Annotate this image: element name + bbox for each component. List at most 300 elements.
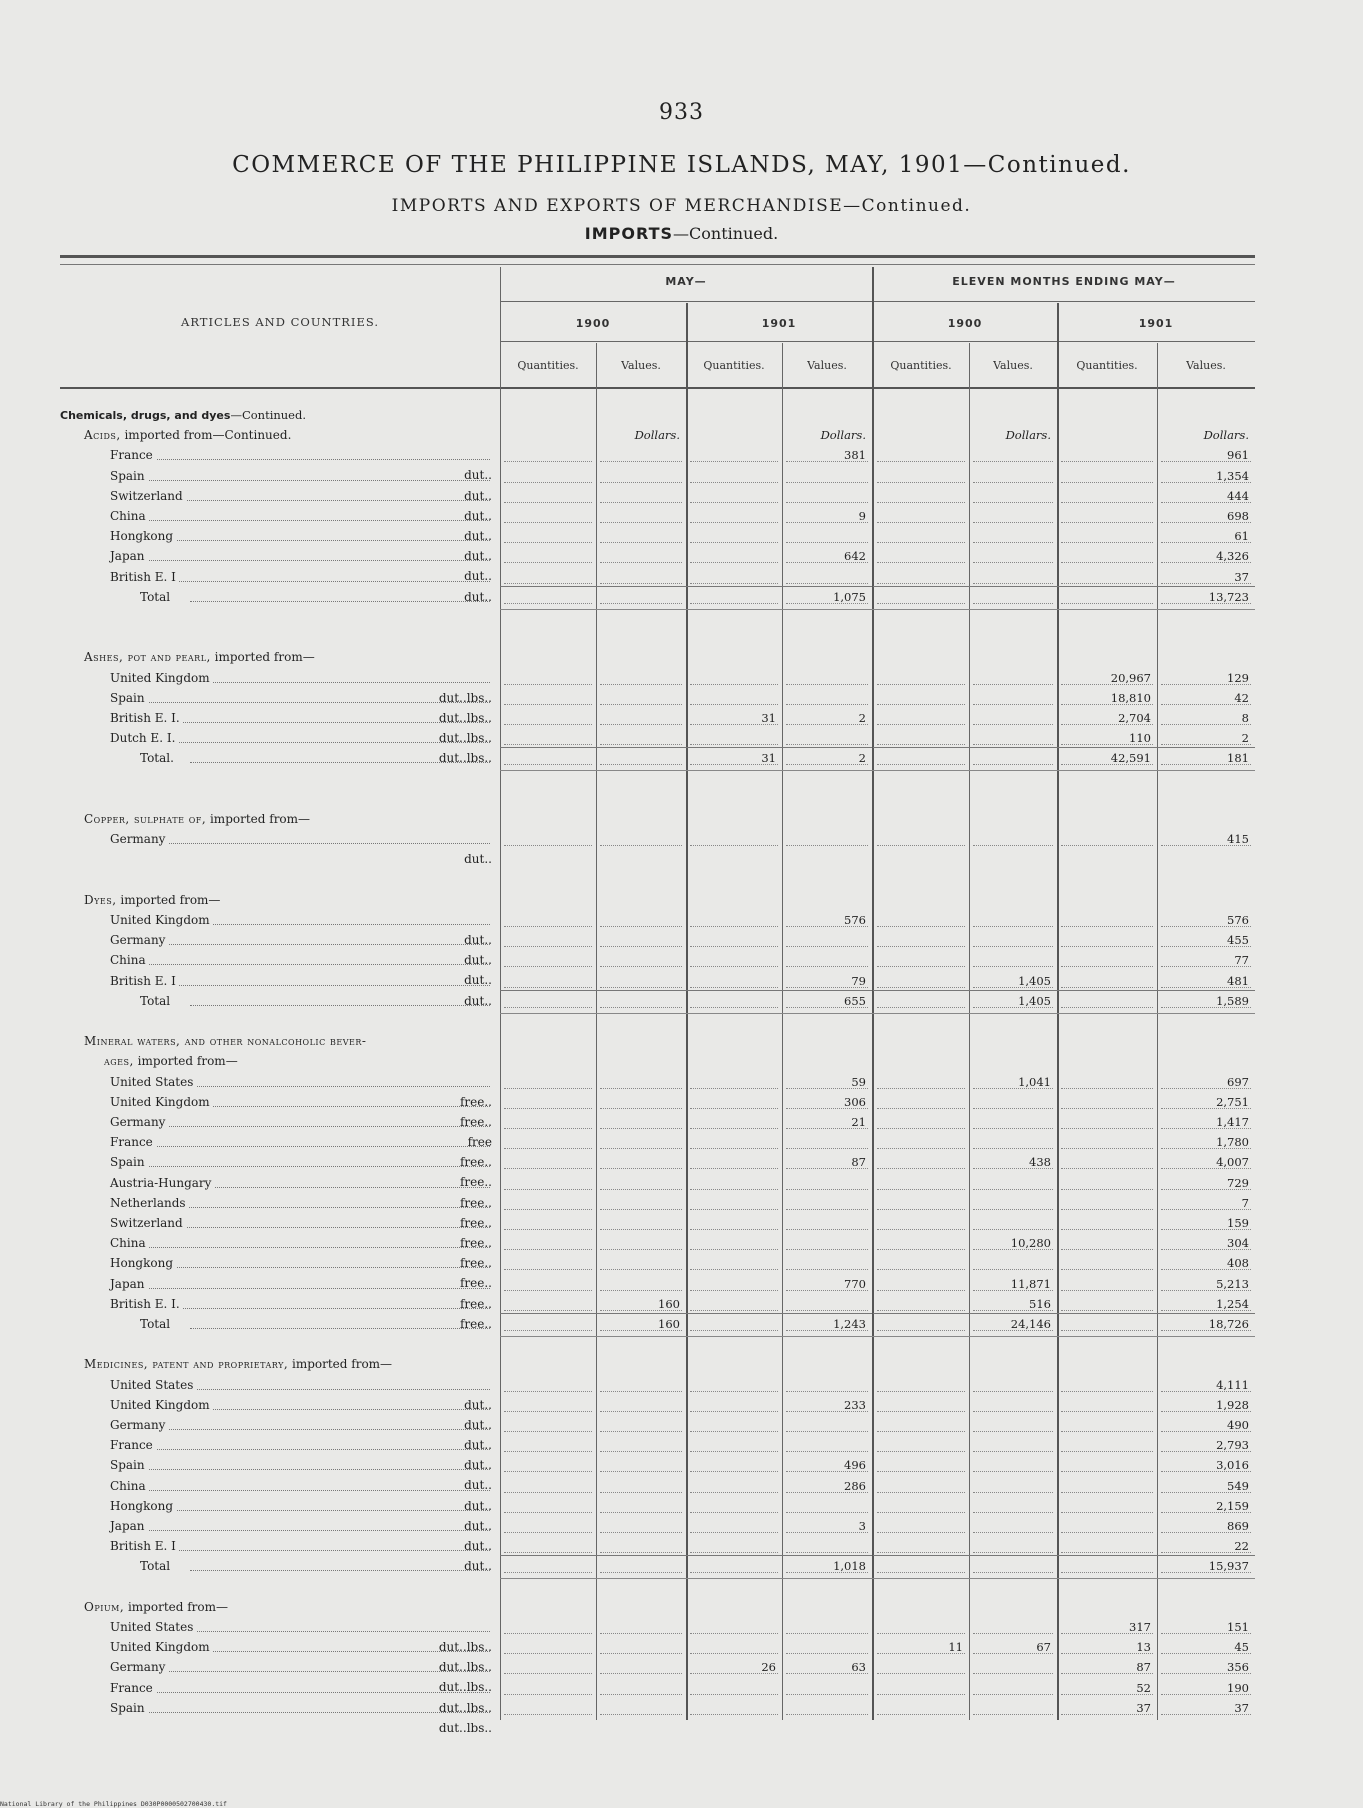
country-name: United Kingdom — [110, 1640, 213, 1654]
total-rule — [686, 1313, 872, 1314]
value-cell: 2,704 — [1118, 711, 1151, 725]
cell-leader — [877, 1088, 965, 1089]
cell-leader — [877, 1492, 965, 1493]
cell-leader — [877, 502, 965, 503]
subsection-name: Copper, sulphate of, — [84, 812, 207, 826]
spacer-row — [60, 769, 1255, 789]
cell-leader — [1061, 1148, 1153, 1149]
cell-leader — [973, 502, 1053, 503]
value-cell: 3 — [858, 1519, 866, 1533]
country-name: France — [110, 1438, 156, 1452]
cell-leader — [600, 583, 682, 584]
leader-dots — [190, 1005, 490, 1006]
cell-leader — [877, 946, 965, 947]
country-name: British E. I — [110, 570, 179, 584]
cell-leader — [690, 946, 778, 947]
total-label: Total — [140, 589, 171, 604]
cell-leader — [973, 1552, 1053, 1553]
value-cell: 455 — [1227, 933, 1249, 948]
country-name: China — [110, 1479, 149, 1493]
cell-leader — [1061, 562, 1153, 563]
duty-unit: free.. — [457, 1152, 492, 1172]
cell-leader — [786, 1249, 868, 1250]
total-rule — [1057, 990, 1255, 991]
cell-leader — [504, 1532, 592, 1533]
cell-leader — [690, 1492, 778, 1493]
cell-leader — [690, 987, 778, 988]
cell-leader — [504, 1391, 592, 1392]
duty-unit: free.. — [457, 1233, 492, 1253]
cell-leader — [786, 542, 868, 543]
cell-leader — [690, 704, 778, 705]
duty-unit: dut.. — [461, 546, 492, 566]
cell-leader — [877, 1431, 965, 1432]
country-name: United Kingdom — [110, 1398, 213, 1412]
value-cell: 22 — [1234, 1539, 1249, 1554]
cell-leader — [877, 1168, 965, 1169]
cell-leader — [877, 603, 965, 604]
cell-leader — [973, 1229, 1053, 1230]
cell-leader — [600, 562, 682, 563]
leader-dots — [190, 1328, 490, 1329]
value-cell: 31 — [761, 711, 776, 725]
value-cell: 490 — [1227, 1418, 1249, 1432]
value-cell: 576 — [1227, 913, 1249, 927]
cell-leader — [877, 704, 965, 705]
total-rule — [1057, 1555, 1255, 1556]
cell-leader — [877, 522, 965, 523]
leader-dots — [110, 1530, 490, 1531]
cell-leader — [973, 744, 1053, 745]
value-cell: 642 — [844, 549, 866, 564]
header-rule-1 — [500, 301, 1255, 302]
cell-leader — [1061, 987, 1153, 988]
cell-leader — [877, 684, 965, 685]
cell-leader — [786, 744, 868, 745]
value-cell: 1,075 — [833, 589, 866, 604]
cell-leader — [600, 1714, 682, 1715]
value-cell: 37 — [1234, 1700, 1249, 1715]
cell-leader — [600, 1411, 682, 1412]
cell-leader — [786, 1209, 868, 1210]
cell-leader — [1061, 1209, 1153, 1210]
duty-unit: dut..lbs.. — [436, 748, 492, 768]
table-top-rule-thin — [60, 264, 1255, 265]
cell-leader — [973, 583, 1053, 584]
cell-leader — [600, 1391, 682, 1392]
value-cell: 233 — [844, 1397, 866, 1412]
value-cell: 21 — [851, 1115, 866, 1129]
cell-leader — [877, 987, 965, 988]
cell-leader — [877, 845, 965, 846]
value-cell: 4,326 — [1216, 549, 1249, 564]
category-row — [60, 809, 1255, 829]
cell-leader — [600, 1269, 682, 1270]
country-name: Japan — [110, 549, 148, 563]
cell-leader — [690, 1229, 778, 1230]
subsection-name: Opium, — [84, 1599, 125, 1614]
cell-leader — [600, 1209, 682, 1210]
cell-leader — [1061, 522, 1153, 523]
col-qty-4: Quantities. — [1076, 359, 1138, 372]
category-row — [60, 890, 1255, 910]
country-name: Netherlands — [110, 1196, 189, 1210]
country-name: British E. I. — [110, 711, 183, 725]
leader-dots — [190, 1570, 490, 1571]
cell-leader — [600, 1431, 682, 1432]
cell-leader — [877, 1633, 965, 1634]
value-cell: 79 — [851, 973, 866, 988]
duty-unit: free.. — [457, 1294, 492, 1314]
cell-leader — [690, 502, 778, 503]
value-cell: 444 — [1227, 488, 1249, 503]
cell-leader — [973, 1714, 1053, 1715]
cell-leader — [973, 482, 1053, 483]
may-header: MAY— — [665, 275, 707, 288]
cell-leader — [690, 1471, 778, 1472]
row-label — [60, 1556, 500, 1576]
header-rule-3 — [60, 387, 1255, 389]
page-number: 933 — [659, 100, 704, 125]
value-cell: 481 — [1227, 973, 1249, 988]
duty-unit: free.. — [457, 1193, 492, 1213]
country-name: China — [110, 509, 149, 523]
value-cell: 698 — [1227, 509, 1249, 523]
cell-leader — [504, 1471, 592, 1472]
cell-leader — [877, 1269, 965, 1270]
duty-unit: dut..lbs.. — [436, 1718, 492, 1738]
cell-leader — [973, 1673, 1053, 1674]
cell-leader — [973, 1431, 1053, 1432]
cell-leader — [600, 946, 682, 947]
cell-leader — [786, 1431, 868, 1432]
cell-leader — [973, 1411, 1053, 1412]
cell-leader — [1061, 1572, 1153, 1573]
cell-leader — [973, 966, 1053, 967]
subsection-name: Dyes, — [84, 892, 117, 907]
cell-leader — [504, 603, 592, 604]
total-rule — [686, 747, 872, 748]
cell-leader — [690, 1108, 778, 1109]
cell-leader — [504, 1148, 592, 1149]
cell-leader — [877, 1532, 965, 1533]
duty-unit: free.. — [457, 1314, 492, 1334]
value-cell: 869 — [1227, 1519, 1249, 1533]
leader-dots — [110, 1166, 490, 1167]
country-name: British E. I — [110, 974, 179, 988]
country-name: United States — [110, 1075, 196, 1089]
cell-leader — [690, 603, 778, 604]
cell-leader — [877, 461, 965, 462]
subsection-name: ages, — [104, 1054, 134, 1069]
value-cell: 770 — [844, 1276, 866, 1291]
cell-leader — [1061, 1168, 1153, 1169]
cell-leader — [973, 1512, 1053, 1513]
cell-leader — [690, 1128, 778, 1129]
cell-leader — [1061, 583, 1153, 584]
total-label: Total — [140, 1317, 171, 1331]
leader-dots — [110, 459, 490, 460]
total-rule — [873, 586, 1057, 587]
subsection-heading — [60, 1600, 228, 1614]
country-name: Spain — [110, 469, 148, 483]
value-cell: 52 — [1136, 1680, 1151, 1695]
cell-leader — [600, 482, 682, 483]
leader-dots — [110, 1490, 490, 1491]
value-cell: 2,159 — [1216, 1498, 1249, 1513]
cell-leader — [877, 1451, 965, 1452]
duty-unit: free.. — [457, 1273, 492, 1293]
total-rule — [873, 990, 1057, 991]
row-label — [60, 1314, 500, 1334]
cell-leader — [690, 1451, 778, 1452]
cell-leader — [504, 1492, 592, 1493]
spacer-row — [60, 849, 1255, 869]
country-name: France — [110, 1135, 156, 1149]
leader-dots — [110, 480, 490, 481]
value-cell: 1,405 — [1018, 973, 1051, 988]
value-cell: 87 — [851, 1155, 866, 1170]
cell-leader — [690, 1148, 778, 1149]
cell-leader — [504, 1653, 592, 1654]
cell-leader — [504, 562, 592, 563]
cell-leader — [877, 1512, 965, 1513]
cell-leader — [1061, 502, 1153, 503]
cell-leader — [877, 1108, 965, 1109]
country-name: Germany — [110, 832, 168, 846]
duty-unit: dut.. — [461, 1496, 492, 1516]
leader-dots — [190, 762, 490, 763]
cell-leader — [690, 1512, 778, 1513]
leader-dots — [110, 964, 490, 965]
cell-leader — [877, 1673, 965, 1674]
duty-unit: free.. — [457, 1213, 492, 1233]
country-name: Germany — [110, 1115, 168, 1129]
country-name: Spain — [110, 1155, 148, 1169]
duty-unit: dut.. — [461, 930, 492, 950]
cell-leader — [877, 1310, 965, 1311]
cell-leader — [504, 704, 592, 705]
articles-header: ARTICLES AND COUNTRIES. — [181, 315, 379, 329]
cell-leader — [786, 1714, 868, 1715]
total-rule — [500, 1313, 686, 1314]
cell-leader — [690, 562, 778, 563]
leader-dots — [110, 1692, 490, 1693]
subsection-suffix: imported from— — [206, 812, 311, 826]
value-cell: 304 — [1227, 1236, 1249, 1251]
category-row — [60, 1051, 1255, 1071]
cell-leader — [973, 1391, 1053, 1392]
cell-leader — [504, 1572, 592, 1573]
cell-leader — [504, 1431, 592, 1432]
cell-leader — [1061, 1108, 1153, 1109]
cell-leader — [690, 461, 778, 462]
spacer-row — [60, 1334, 1255, 1354]
country-name: United Kingdom — [110, 671, 213, 685]
cell-leader — [504, 724, 592, 725]
cell-leader — [786, 946, 868, 947]
total-label: Total — [140, 993, 171, 1008]
cell-leader — [504, 1007, 592, 1008]
cell-leader — [600, 987, 682, 988]
row-label — [60, 587, 500, 607]
cell-leader — [504, 1168, 592, 1169]
cell-leader — [1061, 1128, 1153, 1129]
duty-unit: dut.. — [461, 587, 492, 607]
value-cell: 42 — [1234, 690, 1249, 705]
cell-leader — [690, 1269, 778, 1270]
cell-leader — [877, 1694, 965, 1695]
value-cell: 5,213 — [1216, 1276, 1249, 1291]
cell-leader — [690, 522, 778, 523]
total-rule — [1057, 1313, 1255, 1314]
cell-leader — [504, 764, 592, 765]
cell-leader — [973, 542, 1053, 543]
value-cell: 31 — [761, 751, 776, 766]
cell-leader — [973, 845, 1053, 846]
duty-unit: free.. — [457, 1112, 492, 1132]
cell-leader — [786, 1694, 868, 1695]
value-cell: 13,723 — [1208, 589, 1249, 604]
cell-leader — [786, 1310, 868, 1311]
cell-leader — [1061, 1007, 1153, 1008]
cell-leader — [1061, 1310, 1153, 1311]
category-row — [60, 425, 1255, 445]
cell-leader — [600, 1673, 682, 1674]
duty-unit: dut..lbs.. — [436, 708, 492, 728]
value-cell: 4,007 — [1216, 1155, 1249, 1170]
col-val-4: Values. — [1186, 359, 1226, 372]
cell-leader — [786, 482, 868, 483]
cell-leader — [600, 1128, 682, 1129]
category-row — [60, 405, 1255, 425]
row-label — [60, 1354, 500, 1374]
cell-leader — [973, 764, 1053, 765]
cell-leader — [877, 1714, 965, 1715]
cell-leader — [600, 966, 682, 967]
col-val-3: Values. — [993, 359, 1033, 372]
cell-leader — [504, 1249, 592, 1250]
cell-leader — [504, 1290, 592, 1291]
cell-leader — [504, 1451, 592, 1452]
row-label — [60, 647, 500, 667]
cell-leader — [786, 583, 868, 584]
section-heading — [0, 224, 1363, 243]
value-cell: 11,871 — [1010, 1276, 1051, 1291]
cell-leader — [973, 603, 1053, 604]
value-cell: 110 — [1129, 731, 1151, 746]
table-row — [60, 1698, 1255, 1735]
table-top-rule — [60, 255, 1255, 258]
value-cell: 1,254 — [1216, 1296, 1249, 1311]
country-name: Dutch E. I. — [110, 731, 178, 745]
duty-unit: dut..lbs.. — [436, 728, 492, 748]
cell-leader — [600, 1552, 682, 1553]
value-cell: 415 — [1227, 832, 1249, 847]
cell-leader — [786, 704, 868, 705]
cell-leader — [600, 1492, 682, 1493]
leader-dots — [110, 1288, 490, 1289]
col-qty-3: Quantities. — [890, 359, 952, 372]
cell-leader — [1061, 1189, 1153, 1190]
value-cell: 129 — [1227, 670, 1249, 685]
country-name: Switzerland — [110, 1216, 186, 1230]
cell-leader — [786, 1189, 868, 1190]
cell-leader — [690, 1532, 778, 1533]
may-1901-header: 1901 — [761, 317, 797, 330]
cell-leader — [877, 1552, 965, 1553]
value-cell: 655 — [844, 993, 866, 1008]
cell-leader — [600, 1451, 682, 1452]
cell-leader — [786, 1229, 868, 1230]
duty-unit: dut.. — [461, 849, 492, 869]
cell-leader — [690, 1633, 778, 1634]
col-val-2: Values. — [807, 359, 847, 372]
header-rule-2 — [500, 341, 1255, 342]
cell-leader — [504, 1209, 592, 1210]
value-cell: 67 — [1036, 1640, 1051, 1655]
cell-leader — [1061, 1088, 1153, 1089]
value-cell: 159 — [1227, 1216, 1249, 1230]
cell-leader — [1061, 1269, 1153, 1270]
value-cell: 697 — [1227, 1074, 1249, 1089]
cell-leader — [504, 1694, 592, 1695]
value-cell: 2 — [1241, 731, 1249, 746]
value-cell: 20,967 — [1110, 670, 1151, 685]
value-cell: 2,751 — [1216, 1094, 1249, 1109]
cell-leader — [600, 684, 682, 685]
cell-leader — [690, 1007, 778, 1008]
cell-leader — [690, 966, 778, 967]
cell-leader — [1061, 926, 1153, 927]
cell-leader — [690, 684, 778, 685]
cell-leader — [1061, 1330, 1153, 1331]
category-row — [60, 647, 1255, 667]
cell-leader — [690, 1310, 778, 1311]
table-row — [60, 829, 1255, 867]
country-name: Germany — [110, 1418, 168, 1432]
cell-leader — [1061, 603, 1153, 604]
total-rule — [500, 586, 686, 587]
value-cell: 45 — [1234, 1640, 1249, 1655]
cell-leader — [786, 502, 868, 503]
cell-leader — [877, 1290, 965, 1291]
col-val-1: Values. — [621, 359, 661, 372]
cell-leader — [877, 724, 965, 725]
subsection-heading — [60, 812, 310, 826]
value-cell: 7 — [1241, 1195, 1249, 1210]
leader-dots — [110, 1449, 490, 1450]
total-rule — [500, 747, 686, 748]
value-cell: 306 — [844, 1094, 866, 1109]
total-rule — [500, 990, 686, 991]
cell-leader — [877, 926, 965, 927]
eleven-1900-header: 1900 — [947, 317, 983, 330]
cell-leader — [600, 502, 682, 503]
value-cell: 59 — [851, 1074, 866, 1089]
unit-label: Dollars. — [1203, 428, 1249, 443]
cell-leader — [504, 1108, 592, 1109]
cell-leader — [504, 744, 592, 745]
duty-unit: dut.. — [461, 506, 492, 526]
cell-leader — [877, 482, 965, 483]
cell-leader — [600, 461, 682, 462]
cell-leader — [690, 583, 778, 584]
cell-leader — [504, 1128, 592, 1129]
cell-leader — [600, 1694, 682, 1695]
cell-leader — [504, 1633, 592, 1634]
eleven-1901-header: 1901 — [1138, 317, 1174, 330]
